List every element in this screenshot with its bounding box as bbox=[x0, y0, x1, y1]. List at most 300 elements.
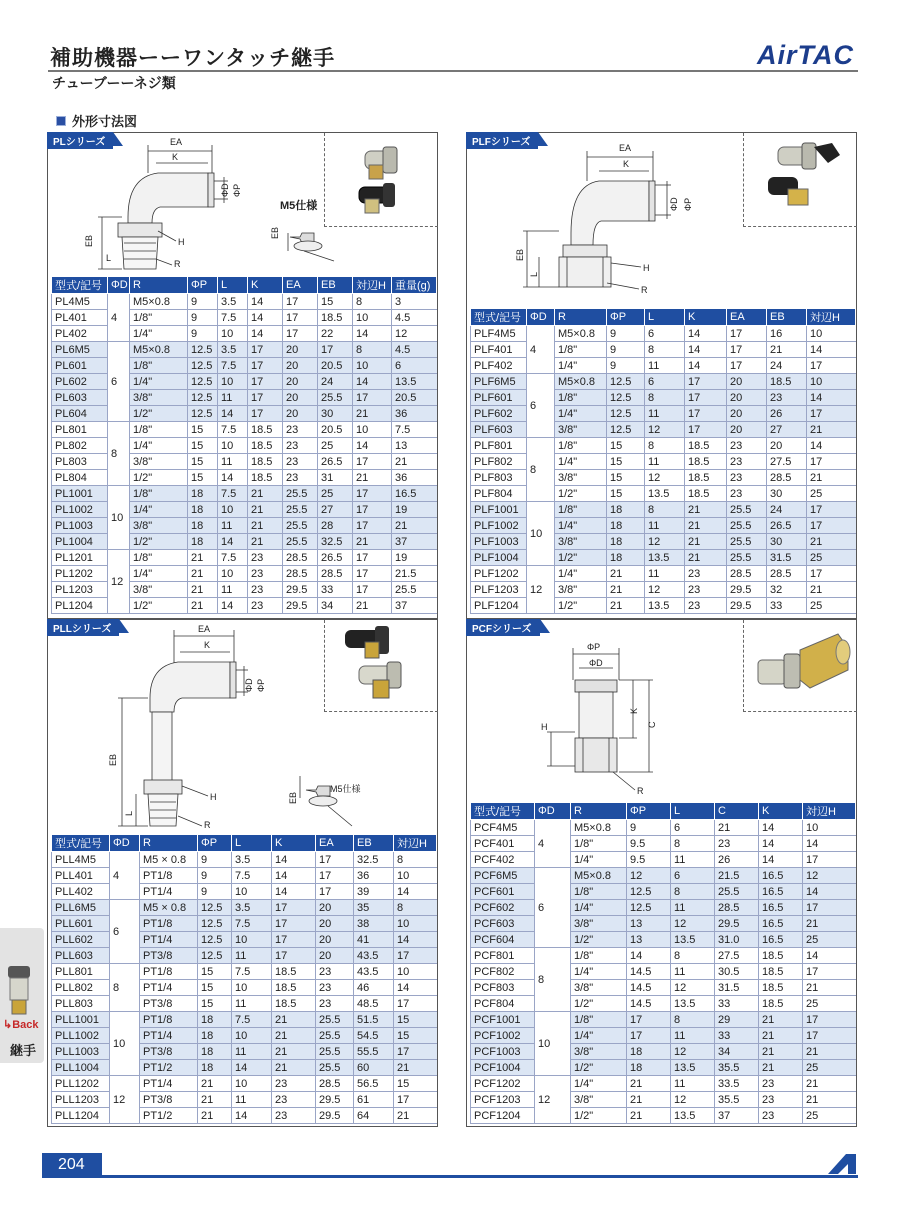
pl-value-cell: 21 bbox=[188, 582, 218, 598]
pll-value-cell: 11 bbox=[232, 1044, 272, 1060]
plf-value-cell: 12.5 bbox=[607, 406, 645, 422]
plf-value-cell: 12.5 bbox=[607, 422, 645, 438]
pll-value-cell: 17 bbox=[394, 1044, 437, 1060]
plf-value-cell: 21 bbox=[807, 582, 856, 598]
pcf-table-row bbox=[471, 948, 856, 964]
pl-tube-diameter-cell: 4 bbox=[108, 294, 130, 342]
pll-table-row bbox=[52, 1044, 437, 1060]
plf-value-cell: 12 bbox=[645, 470, 685, 486]
pll-value-cell: 8 bbox=[394, 852, 437, 868]
pll-value-cell: 17 bbox=[272, 900, 316, 916]
pcf-value-cell: 11 bbox=[671, 1076, 715, 1092]
pll-value-cell: 18.5 bbox=[272, 980, 316, 996]
pcf-table-row bbox=[471, 1108, 856, 1124]
pcf-value-cell: 13.5 bbox=[671, 996, 715, 1012]
pl-value-cell: 33 bbox=[318, 582, 353, 598]
pcf-table-row bbox=[471, 836, 856, 852]
elbow-fitting-photo-icon bbox=[325, 133, 439, 227]
plf-value-cell: 25.5 bbox=[727, 518, 767, 534]
pl-series-tag: PLシリーズ bbox=[47, 132, 113, 149]
pll-model-cell: PLL1001 bbox=[52, 1012, 110, 1028]
pcf-header-cell: ΦP bbox=[627, 803, 671, 820]
pcf-value-cell: 13.5 bbox=[671, 1108, 715, 1124]
pl-value-cell: 10 bbox=[353, 422, 392, 438]
pl-value-cell: 20 bbox=[283, 358, 318, 374]
pll-value-cell: 61 bbox=[354, 1092, 394, 1108]
pl-value-cell: 3.5 bbox=[218, 294, 248, 310]
pll-value-cell: 3.5 bbox=[232, 852, 272, 868]
plf-tube-diameter-cell: 10 bbox=[527, 502, 555, 566]
pcf-table-row bbox=[471, 1044, 856, 1060]
pll-ea-label: EA bbox=[198, 624, 211, 634]
pl-value-cell: 28 bbox=[318, 518, 353, 534]
pcf-value-cell: 13 bbox=[627, 916, 671, 932]
pll-value-cell: 23 bbox=[316, 996, 354, 1012]
pcf-spec-table bbox=[470, 802, 856, 1124]
plf-value-cell: 17 bbox=[807, 502, 856, 518]
pcf-value-cell: 14 bbox=[759, 852, 803, 868]
plf-value-cell: 21 bbox=[685, 502, 727, 518]
plf-value-cell: 11 bbox=[645, 566, 685, 582]
pll-model-cell: PLL603 bbox=[52, 948, 110, 964]
pcf-value-cell: 12 bbox=[671, 1044, 715, 1060]
pll-header-cell: K bbox=[272, 835, 316, 852]
pll-value-cell: 36 bbox=[354, 868, 394, 884]
plf-value-cell: 17 bbox=[727, 358, 767, 374]
pl-value-cell: 12.5 bbox=[188, 374, 218, 390]
pcf-value-cell: 21 bbox=[759, 1044, 803, 1060]
plf-value-cell: 14 bbox=[807, 390, 856, 406]
plf-model-cell: PLF801 bbox=[471, 438, 527, 454]
pl-value-cell: 1/8" bbox=[130, 486, 188, 502]
pll-model-cell: PLL401 bbox=[52, 868, 110, 884]
pll-value-cell: 17 bbox=[316, 868, 354, 884]
pcf-value-cell: 18 bbox=[627, 1060, 671, 1076]
page-title: 補助機器ーーワンタッチ継手 bbox=[50, 46, 336, 70]
back-link[interactable]: ↳Back bbox=[3, 1019, 39, 1031]
plf-value-cell: 12 bbox=[645, 422, 685, 438]
pl-value-cell: 6 bbox=[392, 358, 437, 374]
pcf-phip-label: ΦP bbox=[587, 642, 601, 652]
pll-value-cell: 12.5 bbox=[198, 916, 232, 932]
plf-model-cell: PLF1004 bbox=[471, 550, 527, 566]
pl-value-cell: M5×0.8 bbox=[130, 294, 188, 310]
pll-value-cell: 10 bbox=[232, 980, 272, 996]
pll-table-row bbox=[52, 1028, 437, 1044]
pl-value-cell: 9 bbox=[188, 294, 218, 310]
pl-header-cell: R bbox=[130, 277, 188, 294]
pl-value-cell: 21 bbox=[353, 470, 392, 486]
pll-table-row bbox=[52, 964, 437, 980]
pcf-value-cell: 14 bbox=[803, 948, 856, 964]
plf-model-cell: PLF1204 bbox=[471, 598, 527, 614]
pll-model-cell: PLL602 bbox=[52, 932, 110, 948]
pl-value-cell: 14 bbox=[353, 326, 392, 342]
pcf-value-cell: 29 bbox=[715, 1012, 759, 1028]
plf-value-cell: 1/4" bbox=[555, 566, 607, 582]
pl-model-cell: PL601 bbox=[52, 358, 108, 374]
pl-value-cell: 14 bbox=[248, 326, 283, 342]
pll-model-cell: PLL402 bbox=[52, 884, 110, 900]
pl-value-cell: 11 bbox=[218, 454, 248, 470]
pll-value-cell: 35 bbox=[354, 900, 394, 916]
pll-model-cell: PLL1204 bbox=[52, 1108, 110, 1124]
plf-value-cell: 25.5 bbox=[727, 502, 767, 518]
pll-value-cell: 8 bbox=[394, 900, 437, 916]
pl-value-cell: 1/2" bbox=[130, 470, 188, 486]
pcf-value-cell: 23 bbox=[759, 1076, 803, 1092]
pl-model-cell: PL1201 bbox=[52, 550, 108, 566]
plf-value-cell: 12.5 bbox=[607, 390, 645, 406]
pl-l-label: L bbox=[106, 253, 112, 263]
pcf-value-cell: 25.5 bbox=[715, 884, 759, 900]
pcf-value-cell: 1/8" bbox=[571, 948, 627, 964]
pl-model-cell: PL402 bbox=[52, 326, 108, 342]
pcf-c-label: C bbox=[647, 721, 657, 728]
pcf-value-cell: 13.5 bbox=[671, 932, 715, 948]
pcf-value-cell: 3/8" bbox=[571, 916, 627, 932]
pl-value-cell: 17 bbox=[353, 390, 392, 406]
plf-model-cell: PLF402 bbox=[471, 358, 527, 374]
pll-header-cell: ΦP bbox=[198, 835, 232, 852]
pll-value-cell: 11 bbox=[232, 996, 272, 1012]
plf-phid-label: ΦD bbox=[669, 197, 679, 211]
plf-value-cell: 21 bbox=[685, 534, 727, 550]
pll-value-cell: 25.5 bbox=[316, 1044, 354, 1060]
pll-value-cell: 14 bbox=[232, 1060, 272, 1076]
pl-value-cell: 17 bbox=[353, 502, 392, 518]
pcf-value-cell: 14.5 bbox=[627, 980, 671, 996]
pl-value-cell: 21 bbox=[248, 518, 283, 534]
pl-value-cell: 14 bbox=[248, 310, 283, 326]
pl-value-cell: 26.5 bbox=[318, 550, 353, 566]
plf-value-cell: 17 bbox=[807, 454, 856, 470]
pl-header-cell: ΦP bbox=[188, 277, 218, 294]
pll-model-cell: PLL1203 bbox=[52, 1092, 110, 1108]
plf-value-cell: 18.5 bbox=[685, 438, 727, 454]
pl-value-cell: 1/8" bbox=[130, 358, 188, 374]
pcf-value-cell: 8 bbox=[671, 1012, 715, 1028]
pll-value-cell: 15 bbox=[394, 1012, 437, 1028]
pl-table-row bbox=[52, 342, 437, 358]
pll-table-row bbox=[52, 1076, 437, 1092]
plf-product-photo bbox=[743, 133, 857, 227]
plf-tube-diameter-cell: 8 bbox=[527, 438, 555, 502]
plf-value-cell: 17 bbox=[727, 326, 767, 342]
plf-model-cell: PLF1003 bbox=[471, 534, 527, 550]
plf-dimension-drawing bbox=[467, 133, 743, 303]
pl-value-cell: 21.5 bbox=[392, 566, 437, 582]
pll-table-row bbox=[52, 868, 437, 884]
plf-value-cell: 25 bbox=[807, 598, 856, 614]
pl-value-cell: 10 bbox=[218, 502, 248, 518]
pcf-model-cell: PCF1004 bbox=[471, 1060, 535, 1076]
pcf-value-cell: 14 bbox=[803, 836, 856, 852]
pl-model-cell: PL1003 bbox=[52, 518, 108, 534]
pll-value-cell: 9 bbox=[198, 884, 232, 900]
plf-value-cell: 23 bbox=[727, 438, 767, 454]
pcf-value-cell: 13 bbox=[627, 932, 671, 948]
plf-header-cell: EA bbox=[727, 309, 767, 326]
pl-model-cell: PL604 bbox=[52, 406, 108, 422]
plf-value-cell: 1/8" bbox=[555, 342, 607, 358]
plf-value-cell: 20 bbox=[727, 406, 767, 422]
pl-value-cell: 28.5 bbox=[318, 566, 353, 582]
pcf-value-cell: 8 bbox=[671, 948, 715, 964]
pll-value-cell: PT1/4 bbox=[140, 884, 198, 900]
plf-value-cell: 18 bbox=[607, 502, 645, 518]
pll-model-cell: PLL1202 bbox=[52, 1076, 110, 1092]
pl-value-cell: 25.5 bbox=[392, 582, 437, 598]
pcf-model-cell: PCF6M5 bbox=[471, 868, 535, 884]
pl-model-cell: PL1001 bbox=[52, 486, 108, 502]
pll-model-cell: PLL1004 bbox=[52, 1060, 110, 1076]
pl-model-cell: PL1002 bbox=[52, 502, 108, 518]
plf-value-cell: 18 bbox=[607, 518, 645, 534]
pcf-header-cell: C bbox=[715, 803, 759, 820]
pcf-value-cell: 17 bbox=[803, 1012, 856, 1028]
plf-value-cell: 23 bbox=[727, 470, 767, 486]
pl-value-cell: 30 bbox=[318, 406, 353, 422]
plf-tube-diameter-cell: 12 bbox=[527, 566, 555, 614]
pl-value-cell: 4.5 bbox=[392, 310, 437, 326]
plf-value-cell: 17 bbox=[727, 342, 767, 358]
pl-value-cell: 36 bbox=[392, 406, 437, 422]
pll-value-cell: 10 bbox=[232, 932, 272, 948]
pcf-value-cell: 1/8" bbox=[571, 836, 627, 852]
plf-value-cell: 23 bbox=[685, 566, 727, 582]
pll-value-cell: 54.5 bbox=[354, 1028, 394, 1044]
pcf-value-cell: 1/2" bbox=[571, 932, 627, 948]
pl-value-cell: 17 bbox=[248, 374, 283, 390]
pcf-value-cell: 3/8" bbox=[571, 1044, 627, 1060]
plf-value-cell: 10 bbox=[807, 374, 856, 390]
pcf-value-cell: 1/8" bbox=[571, 884, 627, 900]
pcf-model-cell: PCF604 bbox=[471, 932, 535, 948]
pll-value-cell: 32.5 bbox=[354, 852, 394, 868]
pl-value-cell: 7.5 bbox=[218, 550, 248, 566]
pll-value-cell: 15 bbox=[198, 980, 232, 996]
plf-phip-label: ΦP bbox=[683, 197, 693, 211]
pl-value-cell: 21 bbox=[188, 550, 218, 566]
pll-r-label: R bbox=[204, 820, 211, 830]
pll-value-cell: 9 bbox=[198, 868, 232, 884]
pcf-table-row bbox=[471, 1092, 856, 1108]
pl-tube-diameter-cell: 12 bbox=[108, 550, 130, 614]
pl-value-cell: 31 bbox=[318, 470, 353, 486]
plf-header-cell: ΦP bbox=[607, 309, 645, 326]
pl-value-cell: 37 bbox=[392, 534, 437, 550]
pcf-value-cell: 21 bbox=[759, 1028, 803, 1044]
pll-value-cell: PT3/8 bbox=[140, 1044, 198, 1060]
plf-value-cell: 27.5 bbox=[767, 454, 807, 470]
pcf-value-cell: 33.5 bbox=[715, 1076, 759, 1092]
plf-value-cell: 18.5 bbox=[685, 454, 727, 470]
plf-header-cell: 対辺H bbox=[807, 309, 856, 326]
pl-value-cell: 18.5 bbox=[248, 470, 283, 486]
pcf-value-cell: 21 bbox=[715, 820, 759, 836]
footer-rule bbox=[42, 1175, 858, 1178]
pcf-model-cell: PCF601 bbox=[471, 884, 535, 900]
pl-model-cell: PL602 bbox=[52, 374, 108, 390]
pll-k-label: K bbox=[204, 640, 211, 650]
pcf-model-cell: PCF1002 bbox=[471, 1028, 535, 1044]
pcf-model-cell: PCF1202 bbox=[471, 1076, 535, 1092]
pll-value-cell: 23 bbox=[272, 1092, 316, 1108]
plf-value-cell: 20 bbox=[727, 390, 767, 406]
pcf-value-cell: 18.5 bbox=[759, 948, 803, 964]
pcf-value-cell: 31.5 bbox=[715, 980, 759, 996]
pcf-model-cell: PCF1001 bbox=[471, 1012, 535, 1028]
pl-value-cell: 25 bbox=[318, 486, 353, 502]
plf-model-cell: PLF601 bbox=[471, 390, 527, 406]
pll-value-cell: 18 bbox=[198, 1012, 232, 1028]
pcf-value-cell: 17 bbox=[803, 852, 856, 868]
pl-value-cell: 19 bbox=[392, 550, 437, 566]
pll-value-cell: 7.5 bbox=[232, 916, 272, 932]
pl-value-cell: 24 bbox=[318, 374, 353, 390]
pl-header-cell: EA bbox=[283, 277, 318, 294]
pl-value-cell: 1/4" bbox=[130, 374, 188, 390]
plf-value-cell: 23 bbox=[727, 454, 767, 470]
section-heading-text: 外形寸法図 bbox=[72, 115, 138, 130]
pcf-value-cell: 33 bbox=[715, 1028, 759, 1044]
plf-value-cell: 23 bbox=[727, 486, 767, 502]
plf-value-cell: 18.5 bbox=[685, 470, 727, 486]
pl-value-cell: 12.5 bbox=[188, 342, 218, 358]
pcf-value-cell: 6 bbox=[671, 820, 715, 836]
pl-model-cell: PL1203 bbox=[52, 582, 108, 598]
pll-value-cell: 25.5 bbox=[316, 1028, 354, 1044]
pcf-value-cell: 37 bbox=[715, 1108, 759, 1124]
pcf-value-cell: 25 bbox=[803, 1060, 856, 1076]
pcf-header-cell: ΦD bbox=[535, 803, 571, 820]
pcf-value-cell: 25 bbox=[803, 932, 856, 948]
pll-value-cell: 12.5 bbox=[198, 948, 232, 964]
pl-value-cell: 18.5 bbox=[248, 454, 283, 470]
pl-value-cell: 21 bbox=[248, 534, 283, 550]
pll-l-label: L bbox=[124, 810, 134, 816]
plf-value-cell: 3/8" bbox=[555, 582, 607, 598]
pll-value-cell: 14 bbox=[232, 1108, 272, 1124]
pl-value-cell: 36 bbox=[392, 470, 437, 486]
pll-table-row bbox=[52, 948, 437, 964]
plf-value-cell: 20 bbox=[727, 374, 767, 390]
pcf-value-cell: 1/4" bbox=[571, 1076, 627, 1092]
plf-table-row bbox=[471, 326, 856, 342]
pl-value-cell: 23 bbox=[248, 550, 283, 566]
pll-value-cell: 17 bbox=[316, 852, 354, 868]
pll-value-cell: PT3/8 bbox=[140, 996, 198, 1012]
pcf-value-cell: 12 bbox=[803, 868, 856, 884]
pll-value-cell: 43.5 bbox=[354, 964, 394, 980]
brand-logo: AirTAC bbox=[757, 40, 854, 70]
pl-value-cell: 12.5 bbox=[188, 390, 218, 406]
pl-value-cell: 10 bbox=[353, 358, 392, 374]
pl-tube-diameter-cell: 10 bbox=[108, 486, 130, 550]
pl-value-cell: 17 bbox=[353, 550, 392, 566]
pll-table-row bbox=[52, 1108, 437, 1124]
pll-value-cell: 23 bbox=[272, 1076, 316, 1092]
plf-value-cell: 1/2" bbox=[555, 598, 607, 614]
pl-value-cell: 8 bbox=[353, 294, 392, 310]
pll-value-cell: 21 bbox=[394, 1060, 437, 1076]
pcf-value-cell: 27.5 bbox=[715, 948, 759, 964]
pll-dimension-drawing bbox=[48, 620, 361, 830]
pl-value-cell: 18.5 bbox=[248, 438, 283, 454]
pll-value-cell: 43.5 bbox=[354, 948, 394, 964]
plf-model-cell: PLF6M5 bbox=[471, 374, 527, 390]
pll-value-cell: PT1/8 bbox=[140, 868, 198, 884]
pcf-tube-diameter-cell: 4 bbox=[535, 820, 571, 868]
pl-value-cell: 1/2" bbox=[130, 534, 188, 550]
pl-value-cell: 21 bbox=[248, 502, 283, 518]
pcf-value-cell: 17 bbox=[627, 1012, 671, 1028]
pl-value-cell: 20.5 bbox=[392, 390, 437, 406]
pcf-value-cell: 9.5 bbox=[627, 852, 671, 868]
pcf-series-panel bbox=[466, 619, 857, 1127]
pcf-tube-diameter-cell: 10 bbox=[535, 1012, 571, 1076]
plf-value-cell: 21 bbox=[807, 422, 856, 438]
pl-value-cell: 17 bbox=[353, 582, 392, 598]
pcf-value-cell: 9.5 bbox=[627, 836, 671, 852]
pl-value-cell: 37 bbox=[392, 598, 437, 614]
pll-value-cell: 18.5 bbox=[272, 996, 316, 1012]
pcf-value-cell: 14.5 bbox=[627, 996, 671, 1012]
pl-value-cell: 3/8" bbox=[130, 518, 188, 534]
pll-model-cell: PLL6M5 bbox=[52, 900, 110, 916]
plf-value-cell: 1/4" bbox=[555, 406, 607, 422]
pll-header-cell: EA bbox=[316, 835, 354, 852]
plf-spec-table bbox=[470, 308, 856, 614]
pll-value-cell: 20 bbox=[316, 900, 354, 916]
pll-table-row bbox=[52, 916, 437, 932]
pll-value-cell: 48.5 bbox=[354, 996, 394, 1012]
pl-value-cell: 25.5 bbox=[283, 486, 318, 502]
plf-value-cell: 23 bbox=[685, 598, 727, 614]
plf-value-cell: 3/8" bbox=[555, 534, 607, 550]
pcf-table-row bbox=[471, 1076, 856, 1092]
pll-value-cell: 20 bbox=[316, 948, 354, 964]
pll-value-cell: 21 bbox=[198, 1092, 232, 1108]
pll-value-cell: 38 bbox=[354, 916, 394, 932]
pll-value-cell: 23 bbox=[316, 980, 354, 996]
pll-header-cell: EB bbox=[354, 835, 394, 852]
pll-value-cell: 28.5 bbox=[316, 1076, 354, 1092]
plf-value-cell: 1/8" bbox=[555, 438, 607, 454]
plf-value-cell: 3/8" bbox=[555, 470, 607, 486]
pll-value-cell: 7.5 bbox=[232, 964, 272, 980]
pl-value-cell: 7.5 bbox=[218, 358, 248, 374]
plf-eb-label: EB bbox=[515, 248, 525, 261]
pcf-value-cell: 16.5 bbox=[759, 900, 803, 916]
plf-value-cell: 28.5 bbox=[767, 566, 807, 582]
pl-value-cell: 17 bbox=[283, 310, 318, 326]
pl-value-cell: 7.5 bbox=[218, 422, 248, 438]
pll-value-cell: 41 bbox=[354, 932, 394, 948]
pll-value-cell: 17 bbox=[272, 916, 316, 932]
pl-eb-label: EB bbox=[84, 234, 94, 247]
pcf-value-cell: 3/8" bbox=[571, 1092, 627, 1108]
pll-value-cell: 23 bbox=[316, 964, 354, 980]
pll-value-cell: M5 × 0.8 bbox=[140, 852, 198, 868]
pl-model-cell: PL803 bbox=[52, 454, 108, 470]
pll-value-cell: 60 bbox=[354, 1060, 394, 1076]
plf-value-cell: 25.5 bbox=[727, 534, 767, 550]
pl-value-cell: 1/4" bbox=[130, 438, 188, 454]
plf-value-cell: 21 bbox=[607, 566, 645, 582]
pl-value-cell: 18 bbox=[188, 486, 218, 502]
